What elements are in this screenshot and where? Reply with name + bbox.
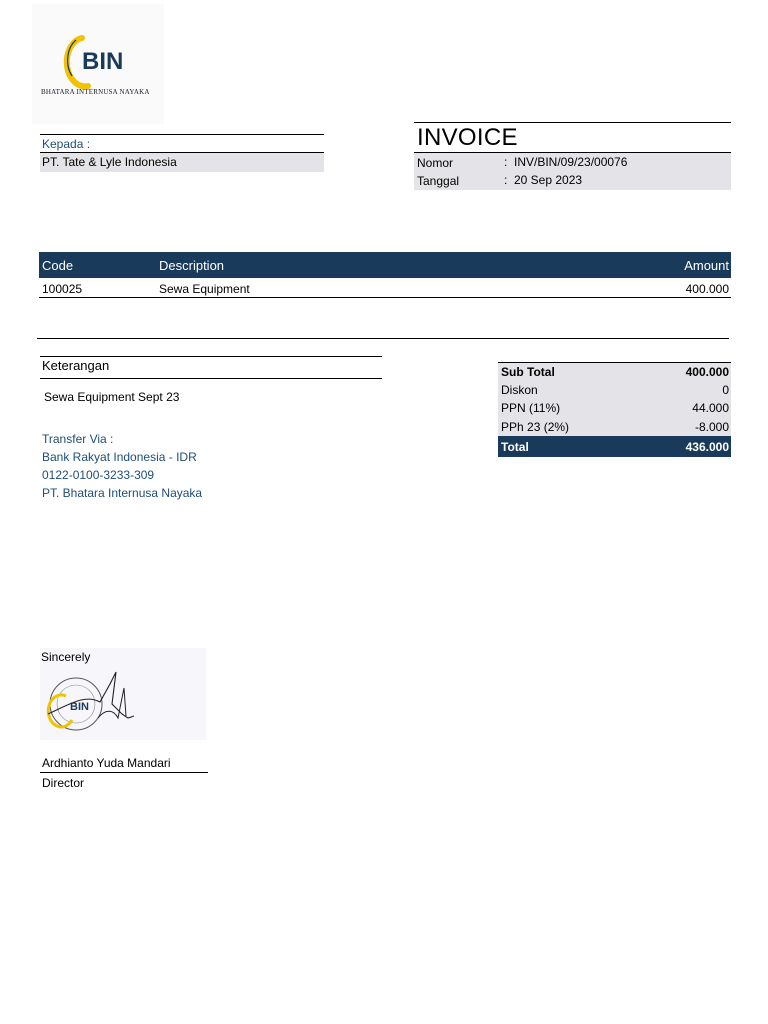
ppn-value: 44.000 <box>692 401 729 415</box>
company-stamp-icon <box>40 664 150 740</box>
divider <box>40 356 382 357</box>
cell-description: Sewa Equipment <box>159 282 250 296</box>
signer-title: Director <box>42 776 85 790</box>
ppn-label: PPN (11%) <box>501 401 561 415</box>
discount-label: Diskon <box>501 383 538 397</box>
divider <box>40 134 324 135</box>
divider <box>414 122 731 123</box>
transfer-label: Transfer Via : <box>42 432 114 446</box>
account-number: 0122-0100-3233-309 <box>42 468 155 482</box>
invoice-number-value: INV/BIN/09/23/00076 <box>514 155 628 169</box>
column-header-amount: Amount <box>684 258 729 273</box>
company-subtitle: BHATARA INTERNUSA NAYAKA <box>41 88 150 96</box>
invoice-title: INVOICE <box>417 124 518 151</box>
discount-value: 0 <box>722 383 729 397</box>
bank-name: Bank Rakyat Indonesia - IDR <box>42 450 197 464</box>
total-value: 436.000 <box>685 440 729 454</box>
subtotal-value: 400.000 <box>685 365 729 379</box>
notes-title: Keterangan <box>42 358 110 373</box>
company-logo <box>32 4 164 124</box>
divider <box>40 772 208 773</box>
pph-value: -8.000 <box>694 420 729 434</box>
signer-name: Ardhianto Yuda Mandari <box>42 756 171 770</box>
recipient-name: PT. Tate & Lyle Indonesia <box>42 155 177 169</box>
divider <box>37 338 729 339</box>
pph-label: PPh 23 (2%) <box>501 420 570 434</box>
cell-code: 100025 <box>42 282 83 296</box>
divider <box>39 297 731 298</box>
invoice-date-label: Tanggal <box>417 174 460 188</box>
bin-logo-icon <box>60 32 140 92</box>
invoice-date-value: 20 Sep 2023 <box>514 173 583 187</box>
invoice-number-label: Nomor <box>417 156 454 170</box>
account-name: PT. Bhatara Internusa Nayaka <box>42 486 203 500</box>
divider <box>40 378 382 379</box>
closing-text: Sincerely <box>41 650 91 664</box>
column-header-description: Description <box>159 258 225 273</box>
subtotal-label: Sub Total <box>501 365 555 379</box>
stamp-text: BIN <box>70 701 89 713</box>
colon: : <box>504 155 508 169</box>
logo-text: BIN <box>82 48 124 75</box>
items-table-header <box>39 252 731 278</box>
notes-text: Sewa Equipment Sept 23 <box>44 390 180 404</box>
total-label: Total <box>501 440 529 454</box>
colon: : <box>504 173 508 187</box>
column-header-code: Code <box>42 258 74 273</box>
recipient-label: Kepada : <box>42 137 91 151</box>
cell-amount: 400.000 <box>685 282 729 296</box>
